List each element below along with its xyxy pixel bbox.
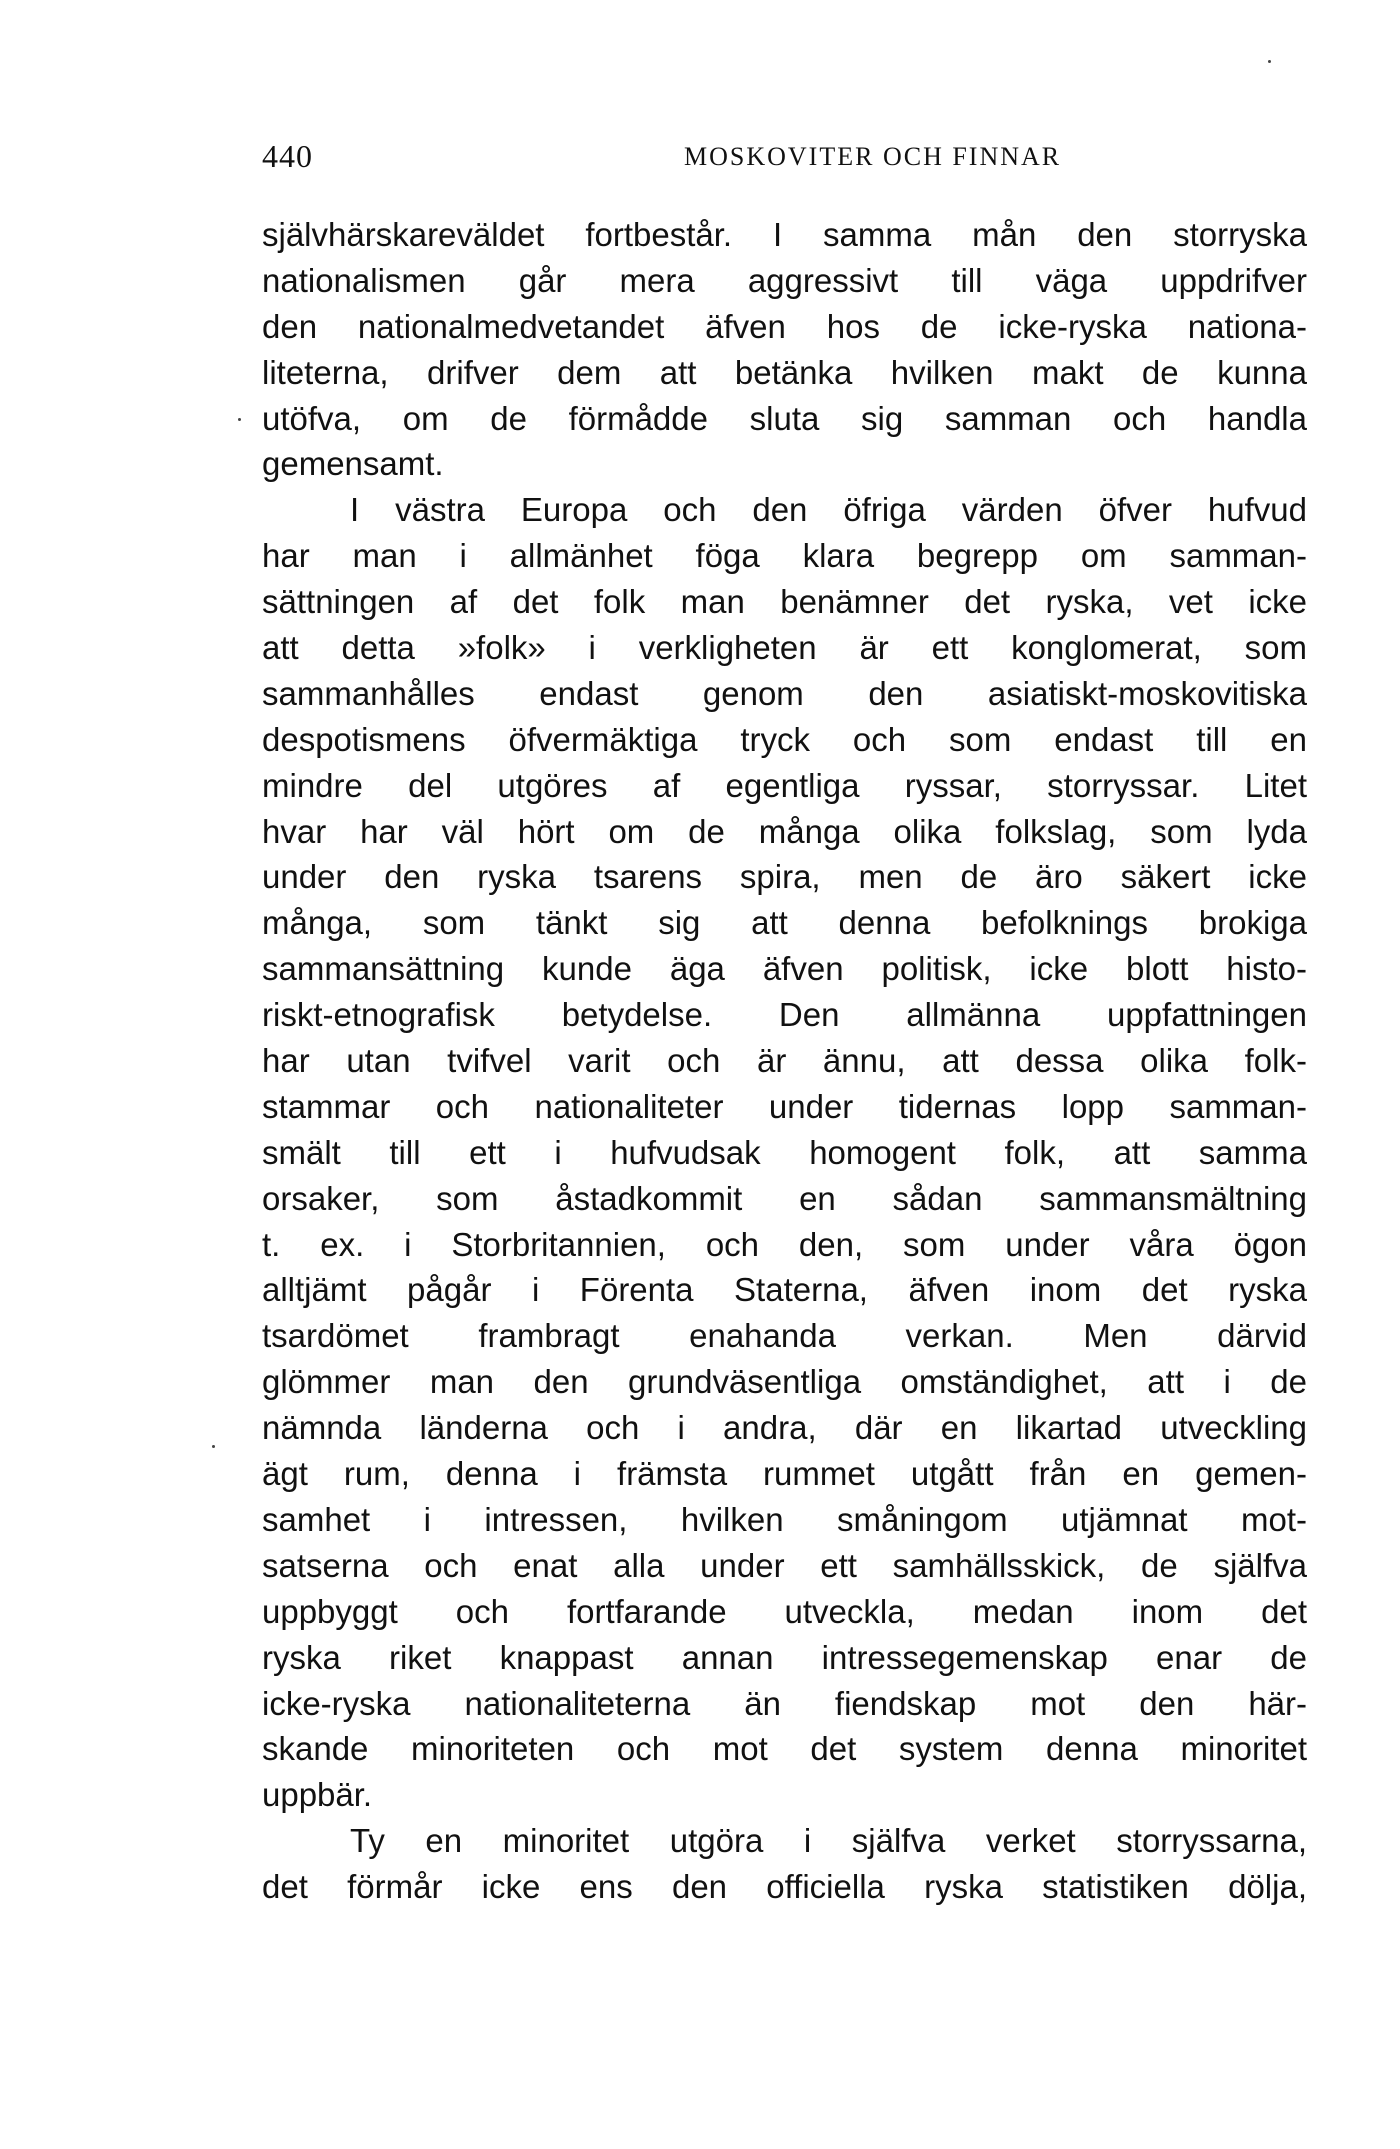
text-line: ryska riket knappast annan intressegemenskap enar de xyxy=(262,1638,1307,1676)
text-line: riskt-etnografisk betydelse. Den allmänna uppfattningen xyxy=(262,996,1307,1034)
text-line: utöfva, om de förmådde sluta sig samman och handla xyxy=(262,399,1307,437)
scan-speck xyxy=(238,418,241,421)
paragraph-start-line: I västra Europa och den öfriga värden öfver hufvud xyxy=(350,491,1307,529)
text-line: sammanhålles endast genom den asiatiskt-moskovitiska xyxy=(262,674,1307,712)
text-line: smält till ett i hufvudsak homogent folk, att samma xyxy=(262,1133,1307,1171)
text-line: stammar och nationaliteter under tidernas lopp samman- xyxy=(262,1087,1307,1125)
text-line: despotismens öfvermäktiga tryck och som endast till en xyxy=(262,720,1307,758)
text-line: glömmer man den grundväsentliga omständighet, att i de xyxy=(262,1363,1307,1401)
text-line: alltjämt pågår i Förenta Staterna, äfven inom det ryska xyxy=(262,1271,1307,1309)
text-line: många, som tänkt sig att denna befolknings brokiga xyxy=(262,904,1307,942)
paragraph-start-line: Ty en minoritet utgöra i själfva verket storryssarna, xyxy=(350,1822,1307,1860)
text-line: mindre del utgöres af egentliga ryssar, storryssar. Litet xyxy=(262,766,1307,804)
text-line: uppbär. xyxy=(262,1776,373,1814)
body-text xyxy=(262,212,1307,1910)
text-line: icke-ryska nationaliteterna än fiendskap mot den här- xyxy=(262,1684,1307,1722)
text-line: gemensamt. xyxy=(262,445,444,483)
text-line: det förmår icke ens den officiella ryska statistiken dölja, xyxy=(262,1868,1307,1906)
page-number: 440 xyxy=(262,138,313,174)
text-line: den nationalmedvetandet äfven hos de icke-ryska nationa- xyxy=(262,307,1307,345)
text-line: skande minoriteten och mot det system denna minoritet xyxy=(262,1730,1307,1768)
text-line: självhärskareväldet fortbestår. I samma mån den storryska xyxy=(262,216,1307,253)
scan-speck xyxy=(212,1445,215,1448)
page-header xyxy=(262,138,1307,182)
text-line: hvar har väl hört om de många olika folkslag, som lyda xyxy=(262,812,1307,850)
text-line: liteterna, drifver dem att betänka hvilken makt de kunna xyxy=(262,353,1307,391)
text-line: orsaker, som åstadkommit en sådan sammansmältning xyxy=(262,1179,1307,1217)
running-title: MOSKOVITER OCH FINNAR xyxy=(684,142,1062,171)
text-line: har utan tvifvel varit och är ännu, att dessa olika folk- xyxy=(262,1042,1307,1080)
text-line: sammansättning kunde äga äfven politisk, icke blott histo- xyxy=(262,950,1307,988)
text-line: nationalismen går mera aggressivt till väga uppdrifver xyxy=(262,261,1307,299)
text-line: t. ex. i Storbritannien, och den, som under våra ögon xyxy=(262,1225,1307,1263)
scan-speck xyxy=(1268,60,1271,63)
text-line: har man i allmänhet föga klara begrepp om samman- xyxy=(262,537,1307,575)
text-line: ägt rum, denna i främsta rummet utgått från en gemen- xyxy=(262,1455,1307,1493)
text-line: satserna och enat alla under ett samhällsskick, de själfva xyxy=(262,1546,1307,1584)
text-line: att detta »folk» i verkligheten är ett konglomerat, som xyxy=(262,629,1307,667)
text-line: uppbyggt och fortfarande utveckla, medan inom det xyxy=(262,1592,1307,1630)
text-line: sättningen af det folk man benämner det ryska, vet icke xyxy=(262,583,1307,621)
text-line: under den ryska tsarens spira, men de äro säkert icke xyxy=(262,858,1307,896)
text-line: samhet i intressen, hvilken småningom utjämnat mot- xyxy=(262,1500,1307,1538)
text-line: tsardömet frambragt enahanda verkan. Men därvid xyxy=(262,1317,1307,1355)
text-line: nämnda länderna och i andra, där en likartad utveckling xyxy=(262,1409,1307,1447)
